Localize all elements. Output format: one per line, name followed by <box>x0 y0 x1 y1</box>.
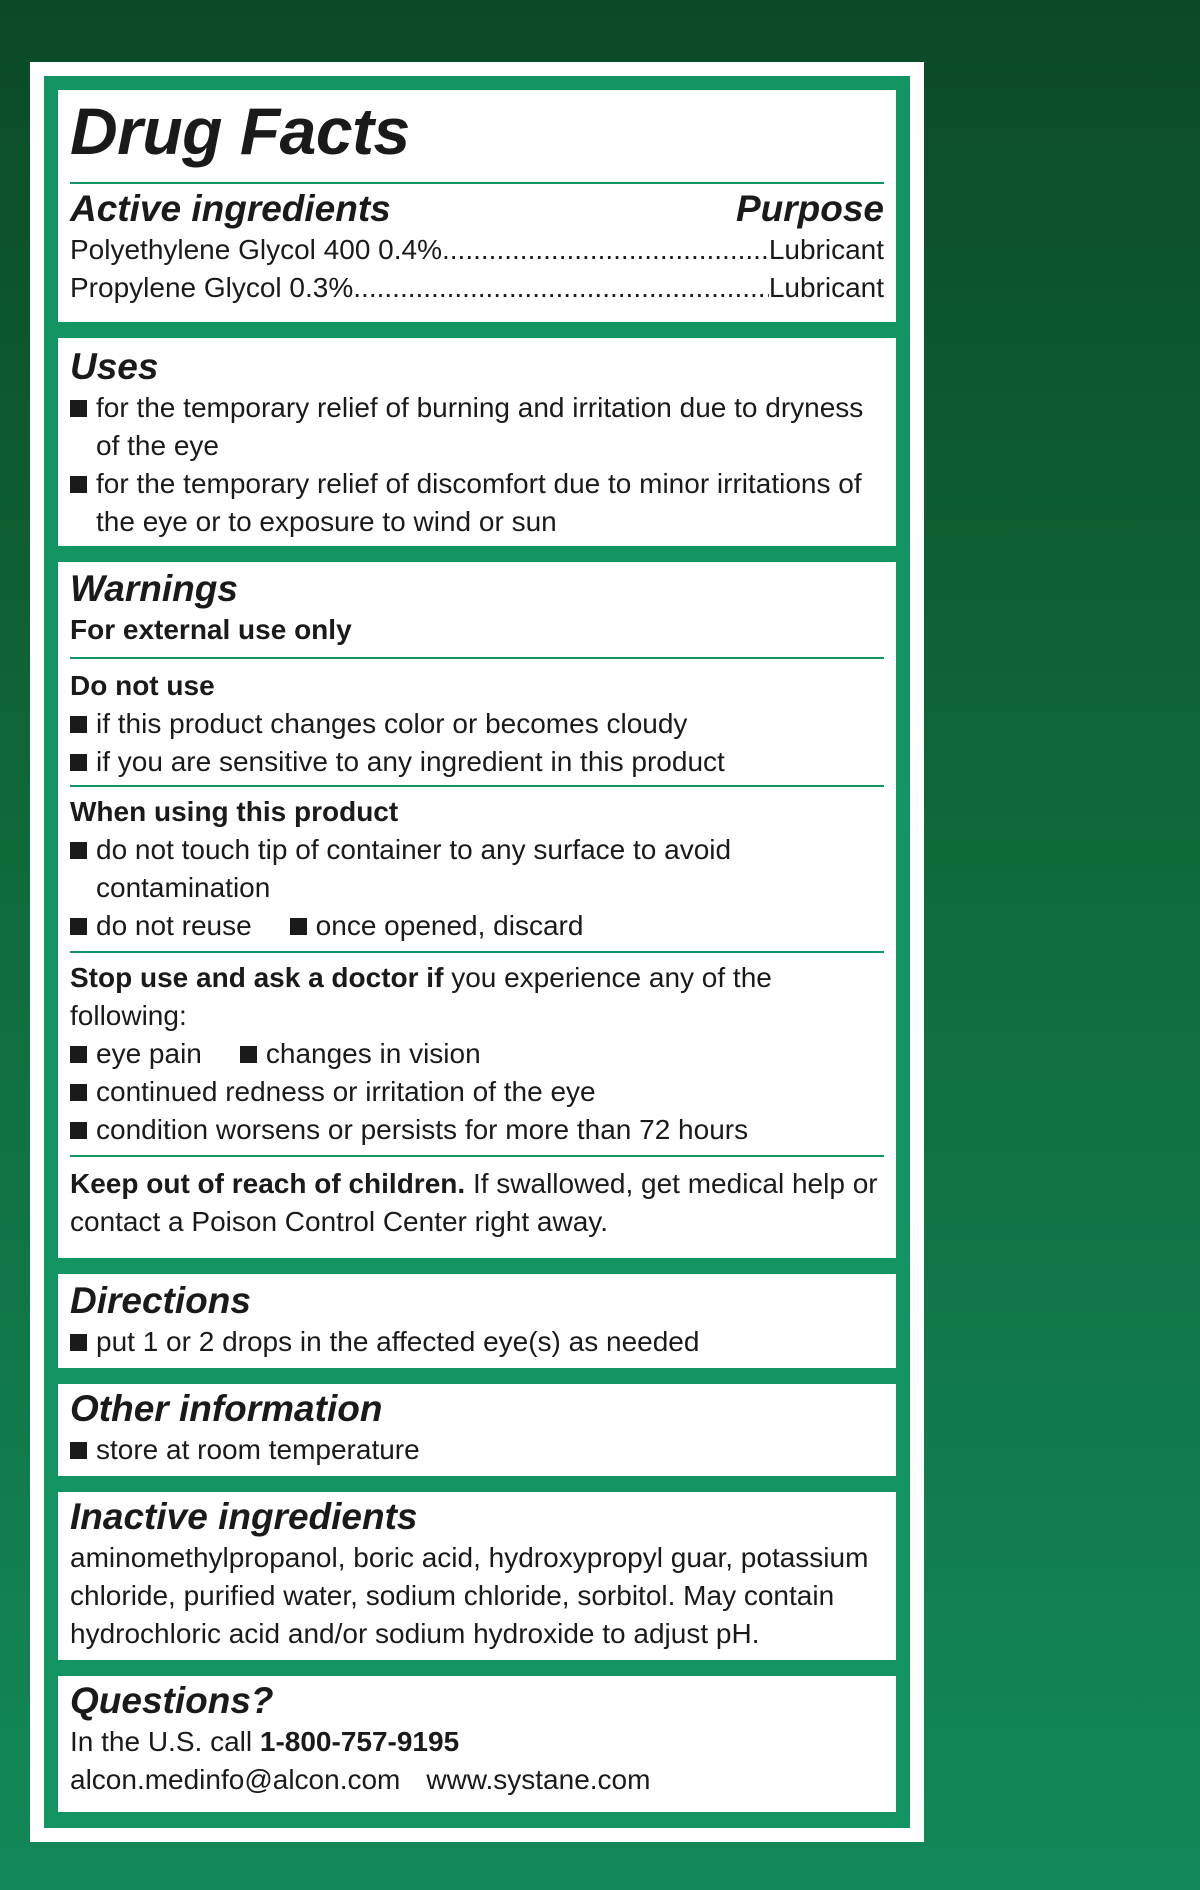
bullet-square-icon <box>240 1046 257 1063</box>
list-item-row <box>70 1035 884 1073</box>
list-item <box>70 1431 884 1469</box>
list-item-row <box>70 907 884 945</box>
stop-use-intro: you experience any of the following: <box>70 961 772 1031</box>
questions-heading: Questions? <box>70 1680 274 1721</box>
purpose-heading: Purpose <box>735 188 884 229</box>
keep-out-text: If swallowed, get medical help or contact a Poison Control Center right away. <box>70 1167 878 1237</box>
list-item <box>70 1323 884 1361</box>
ingredient-purpose: Lubricant <box>768 271 884 303</box>
keep-out-heading: Keep out of reach of children. <box>70 1167 466 1199</box>
list-item-text: if this product changes color or becomes cloudy <box>96 707 688 739</box>
stop-use-paragraph <box>70 959 884 1035</box>
ingredient-row <box>70 231 884 269</box>
list-item-text: condition worsens or persists for more than 72 hours <box>96 1113 749 1145</box>
list-item-text: for the temporary relief of discomfort due to minor irritations of the eye or to exposure to wind or sun <box>96 467 862 537</box>
section-questions <box>58 1676 896 1812</box>
contact-line <box>70 1761 884 1799</box>
bullet-square-icon <box>70 842 87 859</box>
bullet-square-icon <box>70 754 87 771</box>
bullet-square-icon <box>70 1046 87 1063</box>
bullet-square-icon <box>70 400 87 417</box>
ingredient-name: Propylene Glycol 0.3% <box>70 271 354 303</box>
list-item-text: do not reuse <box>96 909 252 941</box>
bullet-square-icon <box>70 1122 87 1139</box>
bullet-square-icon <box>70 476 87 493</box>
list-item-text: if you are sensitive to any ingredient in this product <box>96 745 725 777</box>
keep-out-paragraph <box>70 1165 884 1241</box>
divider <box>70 951 884 953</box>
ingredient-name: Polyethylene Glycol 400 0.4% <box>70 233 442 265</box>
phone-line <box>70 1723 884 1761</box>
divider <box>70 785 884 787</box>
inactive-ingredients-text: aminomethylpropanol, boric acid, hydroxypropyl guar, potassium chloride, purified water, sodium chloride, sorbitol. May contain hydrochloric acid and/or sodium hydroxide to adjust pH. <box>70 1541 869 1649</box>
bullet-square-icon <box>290 918 307 935</box>
uses-heading: Uses <box>70 346 159 387</box>
leader-dots <box>442 231 769 269</box>
bullet-square-icon <box>70 1442 87 1459</box>
inactive-ingredients-heading: Inactive ingredients <box>70 1496 418 1537</box>
list-item <box>70 1073 884 1111</box>
list-item-text: eye pain <box>96 1037 202 1069</box>
list-item-text: changes in vision <box>265 1037 481 1069</box>
ingredient-purpose: Lubricant <box>768 233 884 265</box>
do-not-use-heading: Do not use <box>70 669 215 701</box>
list-item <box>70 705 884 743</box>
section-uses <box>58 338 896 546</box>
bullet-square-icon <box>70 1334 87 1351</box>
divider <box>70 1155 884 1157</box>
external-use-text: For external use only <box>70 613 352 645</box>
list-item <box>70 1111 884 1149</box>
list-item-text: for the temporary relief of burning and irritation due to dryness of the eye <box>96 391 864 461</box>
list-item <box>70 465 884 541</box>
list-item-text: store at room temperature <box>96 1433 420 1465</box>
bullet-square-icon <box>70 1084 87 1101</box>
list-item <box>70 743 884 781</box>
bullet-square-icon <box>70 918 87 935</box>
list-item-text: once opened, discard <box>315 909 584 941</box>
phone-number: 1-800-757-9195 <box>259 1725 460 1757</box>
drug-facts-title: Drug Facts <box>70 94 410 168</box>
other-information-heading: Other information <box>70 1388 383 1429</box>
list-item <box>70 831 884 907</box>
phone-prefix: In the U.S. call <box>70 1725 253 1757</box>
section-inactive-ingredients <box>58 1492 896 1660</box>
section-directions <box>58 1274 896 1368</box>
website-link[interactable]: www.systane.com <box>426 1763 651 1795</box>
ingredient-row <box>70 269 884 307</box>
section-active-ingredients <box>58 90 896 322</box>
active-ingredients-heading: Active ingredients <box>70 188 391 229</box>
leader-dots <box>353 269 769 307</box>
section-other-information <box>58 1384 896 1476</box>
section-warnings <box>58 562 896 1258</box>
warnings-heading: Warnings <box>70 568 238 609</box>
bullet-square-icon <box>70 716 87 733</box>
email-link[interactable]: alcon.medinfo@alcon.com <box>70 1763 401 1795</box>
list-item-text: continued redness or irritation of the eye <box>96 1075 596 1107</box>
list-item <box>70 389 884 465</box>
divider <box>70 657 884 659</box>
stop-use-heading: Stop use and ask a doctor if <box>70 961 444 993</box>
list-item-text: put 1 or 2 drops in the affected eye(s) as needed <box>96 1325 700 1357</box>
list-item-text: do not touch tip of container to any surface to avoid contamination <box>96 833 732 903</box>
when-using-heading: When using this product <box>70 795 399 827</box>
directions-heading: Directions <box>70 1280 251 1321</box>
divider <box>70 182 884 184</box>
